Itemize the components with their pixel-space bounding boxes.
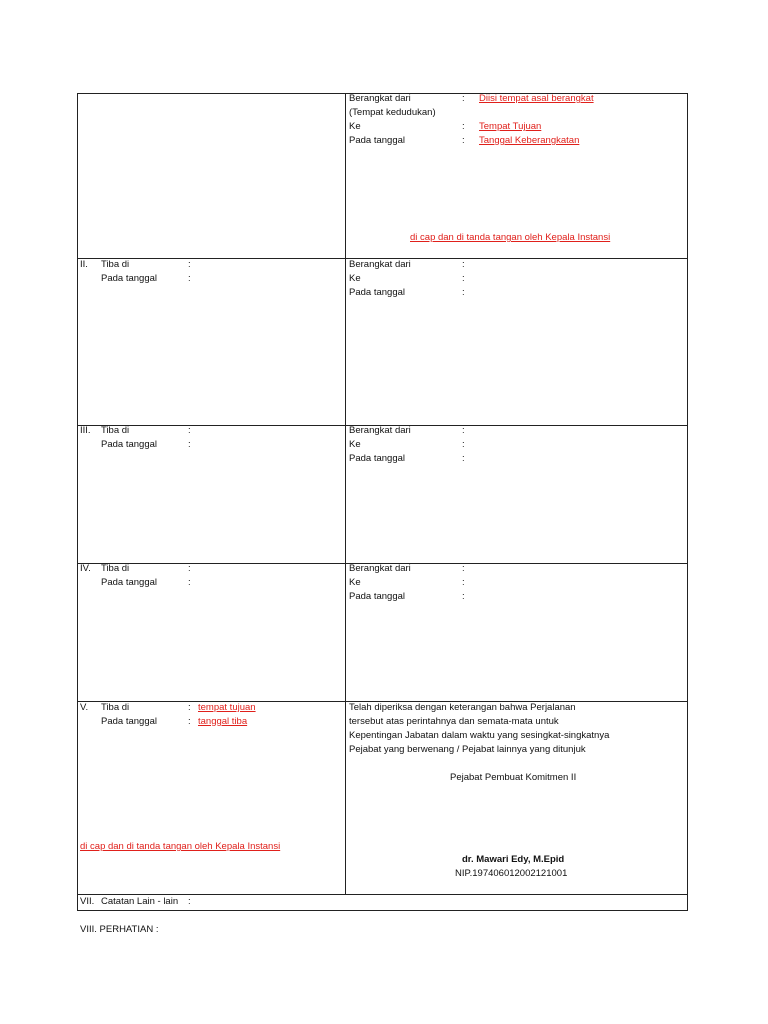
- tiba-value: tempat tujuan: [198, 702, 256, 713]
- tanggal-label: Pada tanggal: [349, 453, 405, 464]
- ke-label: Ke: [349, 121, 361, 132]
- table-center-divider: [345, 93, 346, 895]
- official-title: Pejabat Pembuat Komitmen II: [450, 772, 577, 783]
- divider-row-7: [77, 894, 688, 895]
- colon: :: [188, 577, 191, 588]
- ke-label: Ke: [349, 273, 361, 284]
- tanggal-value: Tanggal Keberangkatan: [479, 135, 580, 146]
- colon: :: [462, 425, 465, 436]
- table-left-border: [77, 93, 78, 911]
- section-number: V.: [80, 702, 89, 713]
- berangkat-label: Berangkat dari: [349, 259, 411, 270]
- verify-line: tersebut atas perintahnya dan semata-mata untuk: [349, 716, 559, 727]
- berangkat-label: Berangkat dari: [349, 425, 411, 436]
- ke-label: Ke: [349, 439, 361, 450]
- stamp-note: di cap dan di tanda tangan oleh Kepala Instansi: [80, 841, 281, 852]
- colon: :: [462, 121, 465, 132]
- verify-line: Kepentingan Jabatan dalam waktu yang sesingkat-singkatnya: [349, 730, 610, 741]
- colon: :: [188, 716, 191, 727]
- colon: :: [462, 259, 465, 270]
- ke-value: Tempat Tujuan: [479, 121, 542, 132]
- berangkat-sub-label: (Tempat kedudukan): [349, 107, 436, 118]
- colon: :: [462, 563, 465, 574]
- colon: :: [188, 273, 191, 284]
- tanggal-label: Pada tanggal: [101, 439, 157, 450]
- colon: :: [188, 563, 191, 574]
- stamp-note: di cap dan di tanda tangan oleh Kepala Instansi: [410, 232, 611, 243]
- colon: :: [188, 259, 191, 270]
- tiba-label: Tiba di: [101, 563, 130, 574]
- colon: :: [462, 287, 465, 298]
- section-number: VII.: [80, 896, 95, 907]
- verify-line: Telah diperiksa dengan keterangan bahwa Perjalanan: [349, 702, 576, 713]
- colon: :: [462, 273, 465, 284]
- tanggal-label: Pada tanggal: [349, 591, 405, 602]
- colon: :: [462, 577, 465, 588]
- official-nip: NIP.197406012002121001: [455, 868, 568, 879]
- berangkat-label: Berangkat dari: [349, 93, 411, 104]
- ke-label: Ke: [349, 577, 361, 588]
- tanggal-label: Pada tanggal: [349, 287, 405, 298]
- tanggal-label: Pada tanggal: [101, 273, 157, 284]
- berangkat-value: Diisi tempat asal berangkat: [479, 93, 594, 104]
- colon: :: [462, 591, 465, 602]
- tanggal-label: Pada tanggal: [349, 135, 405, 146]
- section-number: III.: [80, 425, 91, 436]
- catatan-label: Catatan Lain - lain: [101, 896, 179, 907]
- colon: :: [462, 135, 465, 146]
- colon: :: [462, 439, 465, 450]
- colon: :: [188, 425, 191, 436]
- section-number: IV.: [80, 563, 91, 574]
- tanggal-value: tanggal tiba: [198, 716, 248, 727]
- colon: :: [188, 896, 191, 907]
- verify-line: Pejabat yang berwenang / Pejabat lainnya yang ditunjuk: [349, 744, 586, 755]
- berangkat-label: Berangkat dari: [349, 563, 411, 574]
- official-name: dr. Mawari Edy, M.Epid: [462, 854, 565, 865]
- tiba-label: Tiba di: [101, 259, 130, 270]
- colon: :: [188, 702, 191, 713]
- tanggal-label: Pada tanggal: [101, 716, 157, 727]
- colon: :: [462, 453, 465, 464]
- section-number: II.: [80, 259, 88, 270]
- table-right-border: [687, 93, 688, 911]
- colon: :: [188, 439, 191, 450]
- colon: :: [462, 93, 465, 104]
- perhatian-label: VIII. PERHATIAN :: [80, 924, 159, 935]
- tiba-label: Tiba di: [101, 425, 130, 436]
- tiba-label: Tiba di: [101, 702, 130, 713]
- table-bottom-border: [77, 910, 688, 911]
- tanggal-label: Pada tanggal: [101, 577, 157, 588]
